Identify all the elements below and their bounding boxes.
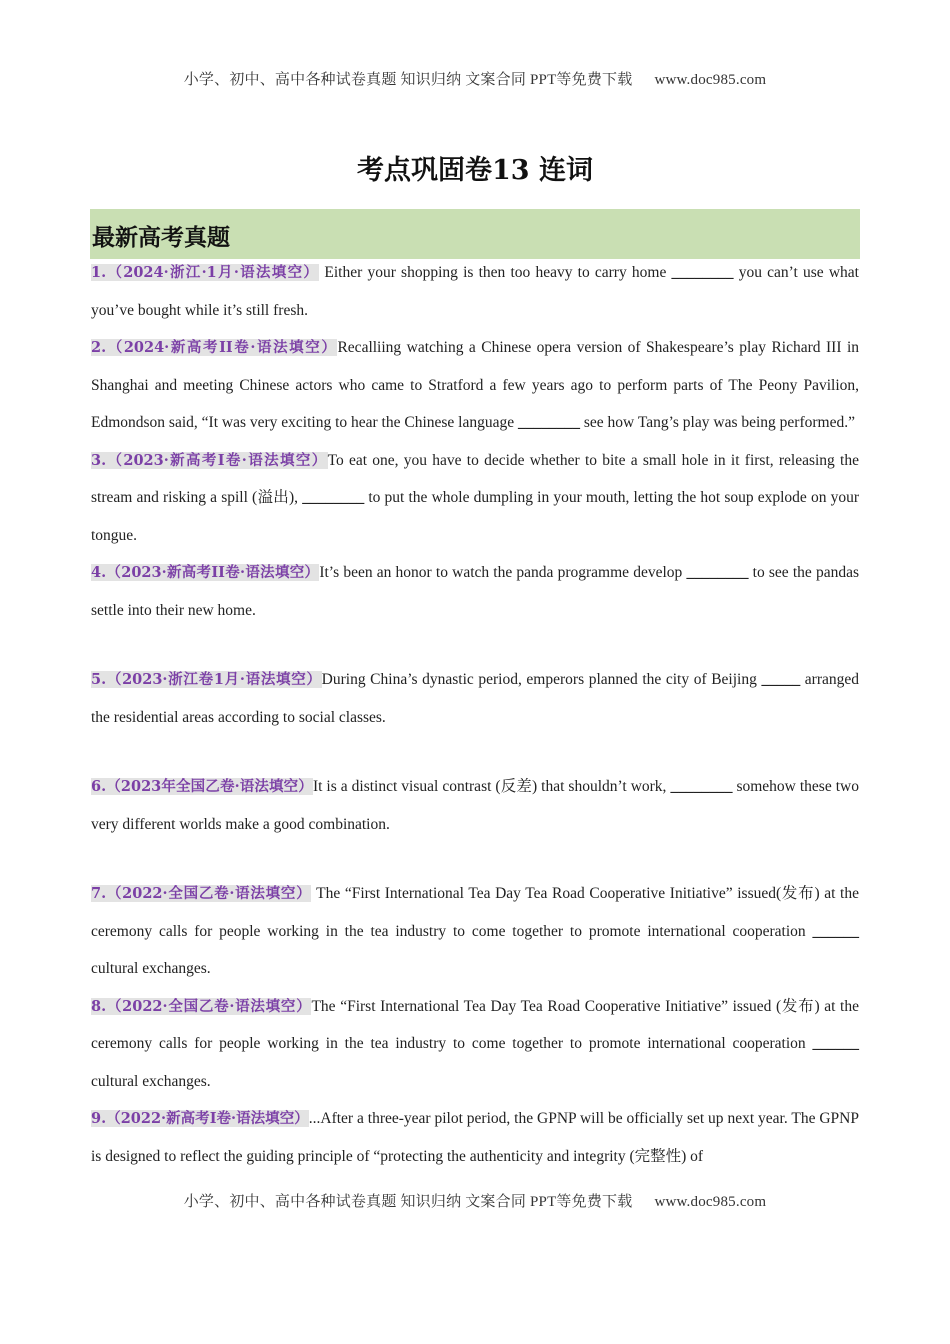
answer-blank: _____ [761,671,801,688]
question-text: To eat one, you have to decide whether to bite a small hole in it first, releasing the stream and risking a spill (溢出), [91,451,859,506]
question-text: The “First International Tea Day Tea Road Cooperative Initiative” issued (发布) at the ceremony calls for people working in the tea industry to come together to promote international cooperation [91,997,859,1052]
question-5 [91,661,859,736]
question-tag: 4.（2023·新高考II卷·语法填空） [91,564,320,581]
question-4 [91,554,859,629]
question-text: to see the pandas settle into their new home. [91,564,859,619]
question-tag: 3.（2023·新高考I卷·语法填空） [91,451,328,469]
question-text: During China’s dynastic period, emperors planned the city of Beijing [321,671,762,688]
question-1 [91,254,859,329]
header-site-link[interactable]: www.doc985.com [654,72,767,88]
question-text: Either your shopping is then too heavy to carry home [319,264,672,281]
question-9 [91,1100,859,1175]
question-tag: 8.（2022·全国乙卷·语法填空） [91,997,312,1015]
question-tag: 9.（2022·新高考I卷·语法填空） [91,1110,309,1127]
question-text: Recalliing watching a Chinese opera version of Shakespeare’s play Richard III in Shanghai and meeting Chinese actors who came to Stratford a few years ago to perform parts of The Peony Pavilion, Edmondson said, “It was very exciting to hear the Chinese language [91,339,860,431]
question-text: It’s been an honor to watch the panda programme develop [319,564,687,581]
question-tag: 6.（2023年全国乙卷·语法填空） [91,778,313,795]
answer-blank: ________ [670,778,733,795]
question-list [91,254,859,1175]
question-tag: 1.（2024·浙江·1月·语法填空） [91,264,320,281]
question-2 [91,329,859,442]
question-text: The “First International Tea Day Tea Road Cooperative Initiative” issued(发布) at the ceremony calls for people working in the tea industry to come together to promote international cooperation [91,885,859,940]
answer-blank: ______ [812,922,859,940]
question-tag: 2.（2024·新高考II卷·语法填空） [91,339,338,356]
footer-text: 小学、初中、高中各种试卷真题 知识归纳 文案合同 PPT等免费下载 [183,1194,633,1210]
question-text: arranged the residential areas according to social classes. [91,671,859,726]
question-text: see how Tang’s play was being performed.” [580,414,855,431]
question-text: It is a distinct visual contrast (反差) that shouldn’t work, [312,778,671,795]
answer-blank: ________ [671,264,734,281]
question-3 [91,442,859,555]
answer-blank: ________ [302,489,365,506]
page-header [0,68,950,89]
question-7 [91,875,859,988]
section-title: 最新高考真题 [92,224,230,251]
question-text: cultural exchanges. [91,1072,211,1090]
question-6 [91,768,859,843]
question-text: to put the whole dumpling in your mouth, letting the hot soup explode on your tongue. [91,489,860,544]
question-text: you can’t use what you’ve bought while it’s still fresh. [91,264,859,319]
section-banner [90,209,860,259]
question-text: cultural exchanges. [91,960,211,977]
answer-blank: ________ [518,414,580,431]
question-tag: 5.（2023·浙江卷1月·语法填空） [91,671,322,688]
answer-blank: ________ [686,564,749,581]
header-text: 小学、初中、高中各种试卷真题 知识归纳 文案合同 PPT等免费下载 [183,72,633,88]
question-tag: 7.（2022·全国乙卷·语法填空） [91,885,312,902]
question-8 [91,988,859,1101]
answer-blank: ______ [812,1035,859,1052]
question-text: ...After a three-year pilot period, the GPNP will be officially set up next year. The GPNP is designed to reflect the guiding principle of “protecting the authenticity and integrity (完整性) of [91,1110,859,1165]
footer-site-link[interactable]: www.doc985.com [654,1194,767,1210]
page-footer [0,1190,950,1211]
page-title: 考点巩固卷13 连词 [357,155,593,186]
question-text: somehow these two very different worlds make a good combination. [91,778,859,833]
